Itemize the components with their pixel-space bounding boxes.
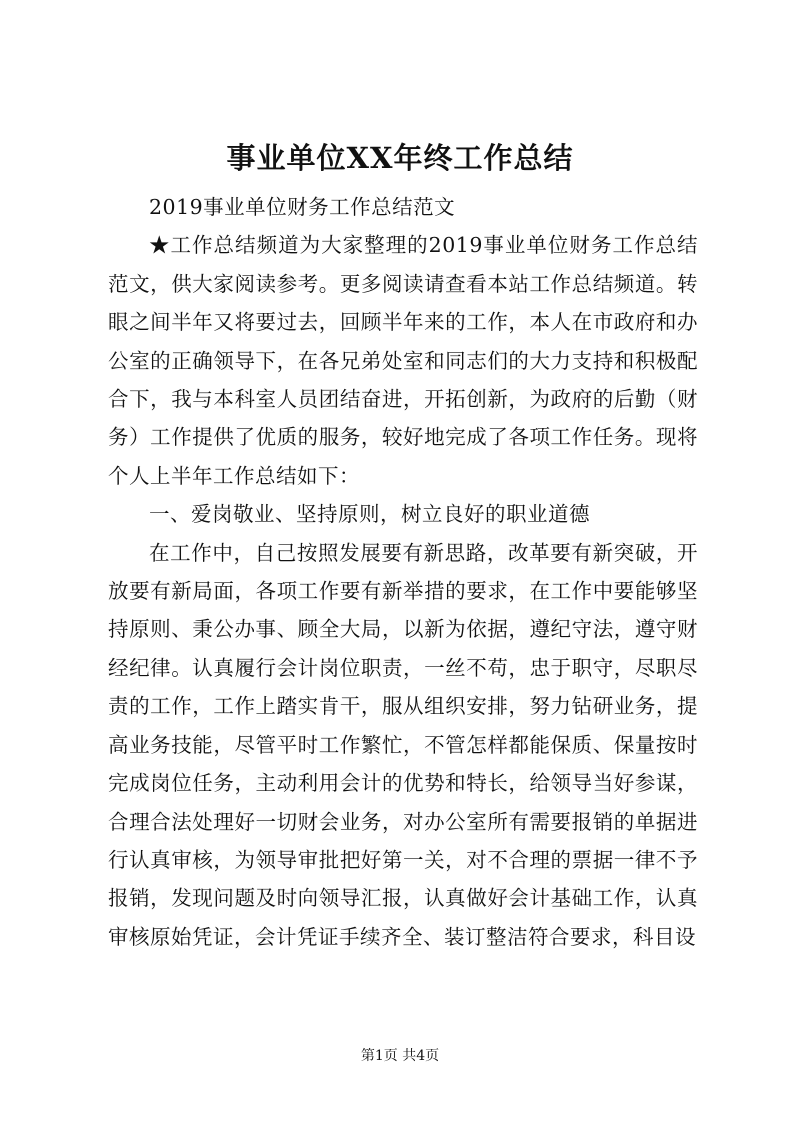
section-heading: 一、爱岗敬业、坚持原则，树立良好的职业道德 — [149, 502, 590, 527]
subtitle-paragraph: 2019事业单位财务工作总结范文 — [149, 195, 456, 219]
document-body — [108, 188, 698, 956]
body-paragraph: 在工作中，自己按照发展要有新思路，改革要有新突破，开放要有新局面，各项工作要有新举措的要求，在工作中要能够坚持原则、秉公办事、顾全大局，以新为依据，遵纪守法，遵守财经纪律。认真履行会计岗位职责，一丝不苟，忠于职守，尽职尽责的工作，工作上踏实肯干，服从组织安排，努力钻研业务，提高业务技能，尽管平时工作繁忙，不管怎样都能保质、保量按时完成岗位任务，主动利用会计的优势和特长，给领导当好参谋，合理合法处理好一切财会业务，对办公室所有需要报销的单据进行认真审核，为领导审批把好第一关，对不合理的票据一律不予报销，发现问题及时向领导汇报，认真做好会计基础工作，认真审核原始凭证，会计凭证手续齐全、装订整洁符合要求，科目设 — [108, 540, 698, 949]
page-footer: 第1页 共4页 — [360, 1048, 440, 1064]
intro-paragraph: ★工作总结频道为大家整理的2019事业单位财务工作总结范文，供大家阅读参考。更多阅读请查看本站工作总结频道。转眼之间半年又将要过去，回顾半年来的工作，本人在市政府和办公室的正确领导下，在各兄弟处室和同志们的大力支持和积极配合下，我与本科室人员团结奋进，开拓创新，为政府的后勤（财务）工作提供了优质的服务，较好地完成了各项工作任务。现将个人上半年工作总结如下： — [108, 233, 698, 488]
document-title: 事业单位XX年终工作总结 — [226, 141, 574, 175]
